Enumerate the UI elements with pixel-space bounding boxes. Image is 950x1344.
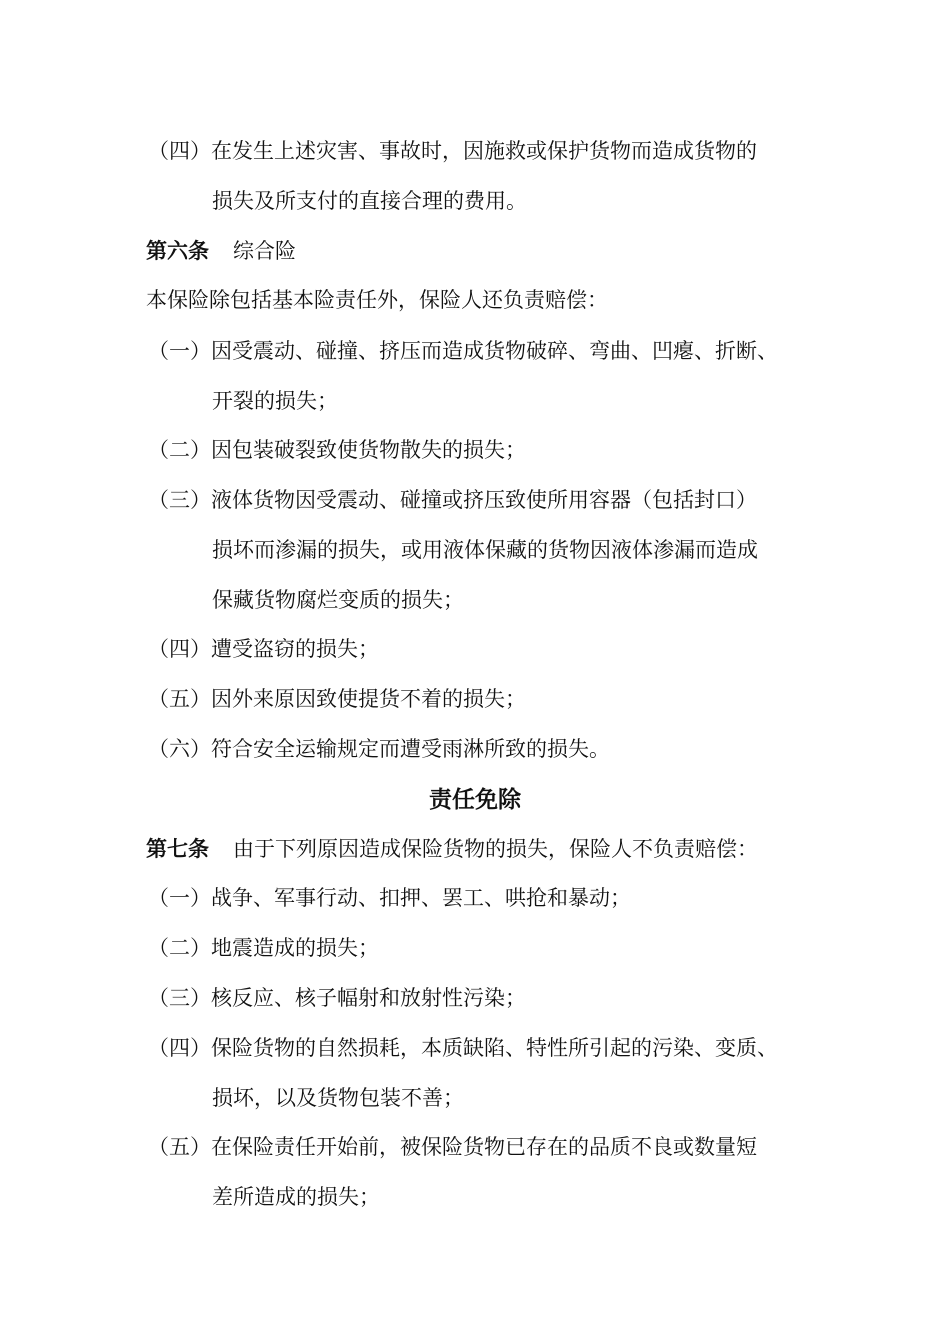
article-intro: 本保险除包括基本险责任外，保险人还负责赔偿：	[146, 288, 608, 312]
item-text: 因外来原因致使提货不着的损失；	[211, 687, 526, 711]
list-item-line	[148, 1038, 778, 1059]
item-marker: （五）	[148, 687, 211, 711]
list-item-line	[148, 341, 778, 362]
article-title: 综合险	[233, 239, 296, 263]
item-marker: （六）	[148, 737, 211, 761]
list-item-continuation: 保藏货物腐烂变质的损失；	[212, 588, 464, 612]
item-marker: （三）	[148, 488, 211, 512]
list-item-line	[148, 888, 631, 909]
list-item-line	[148, 739, 610, 760]
list-item-line	[148, 988, 526, 1009]
item-text: 符合安全运输规定而遭受雨淋所致的损失。	[211, 737, 610, 761]
article-heading	[146, 838, 758, 860]
item-marker: （二）	[148, 936, 211, 960]
item-text: 核反应、核子幅射和放射性污染；	[211, 986, 526, 1010]
item-text: 保险货物的自然损耗，本质缺陷、特性所引起的污染、变质、	[211, 1036, 778, 1060]
item-marker: （四）	[148, 1036, 211, 1060]
list-item-line	[148, 490, 757, 511]
item-marker: （三）	[148, 986, 211, 1010]
item-text: 因受震动、碰撞、挤压而造成货物破碎、弯曲、凹瘪、折断、	[211, 339, 778, 363]
item-marker: （四）	[148, 637, 211, 661]
list-item-continuation: 差所造成的损失；	[212, 1185, 380, 1209]
item-text: 遭受盗窃的损失；	[211, 637, 379, 661]
list-item-line	[148, 1137, 757, 1158]
section-heading: 责任免除	[429, 786, 521, 813]
item-text: 因包装破裂致使货物散失的损失；	[211, 438, 526, 462]
item-text: 在发生上述灾害、事故时，因施救或保护货物而造成货物的	[211, 139, 757, 163]
item-text: 战争、军事行动、扣押、罢工、哄抢和暴动；	[211, 886, 631, 910]
item-marker: （五）	[148, 1135, 211, 1159]
article-heading	[146, 240, 296, 262]
list-item-line	[148, 689, 526, 710]
list-item-continuation: 损坏，以及货物包装不善；	[212, 1086, 464, 1110]
item-marker: （一）	[148, 339, 211, 363]
list-item-continuation: 损失及所支付的直接合理的费用。	[212, 189, 527, 213]
article-intro: 由于下列原因造成保险货物的损失，保险人不负责赔偿：	[233, 837, 758, 861]
article-label: 第六条	[146, 238, 209, 263]
item-text: 在保险责任开始前，被保险货物已存在的品质不良或数量短	[211, 1135, 757, 1159]
item-text: 液体货物因受震动、碰撞或挤压致使所用容器（包括封口）	[211, 488, 757, 512]
list-item-line	[148, 938, 379, 959]
list-item-line	[148, 440, 526, 461]
list-item-line	[148, 639, 379, 660]
item-marker: （四）	[148, 139, 211, 163]
item-marker: （一）	[148, 886, 211, 910]
list-item-line	[148, 141, 757, 162]
article-label: 第七条	[146, 836, 209, 861]
list-item-continuation: 开裂的损失；	[212, 389, 338, 413]
item-text: 地震造成的损失；	[211, 936, 379, 960]
item-marker: （二）	[148, 438, 211, 462]
list-item-continuation: 损坏而渗漏的损失，或用液体保藏的货物因液体渗漏而造成	[212, 538, 758, 562]
